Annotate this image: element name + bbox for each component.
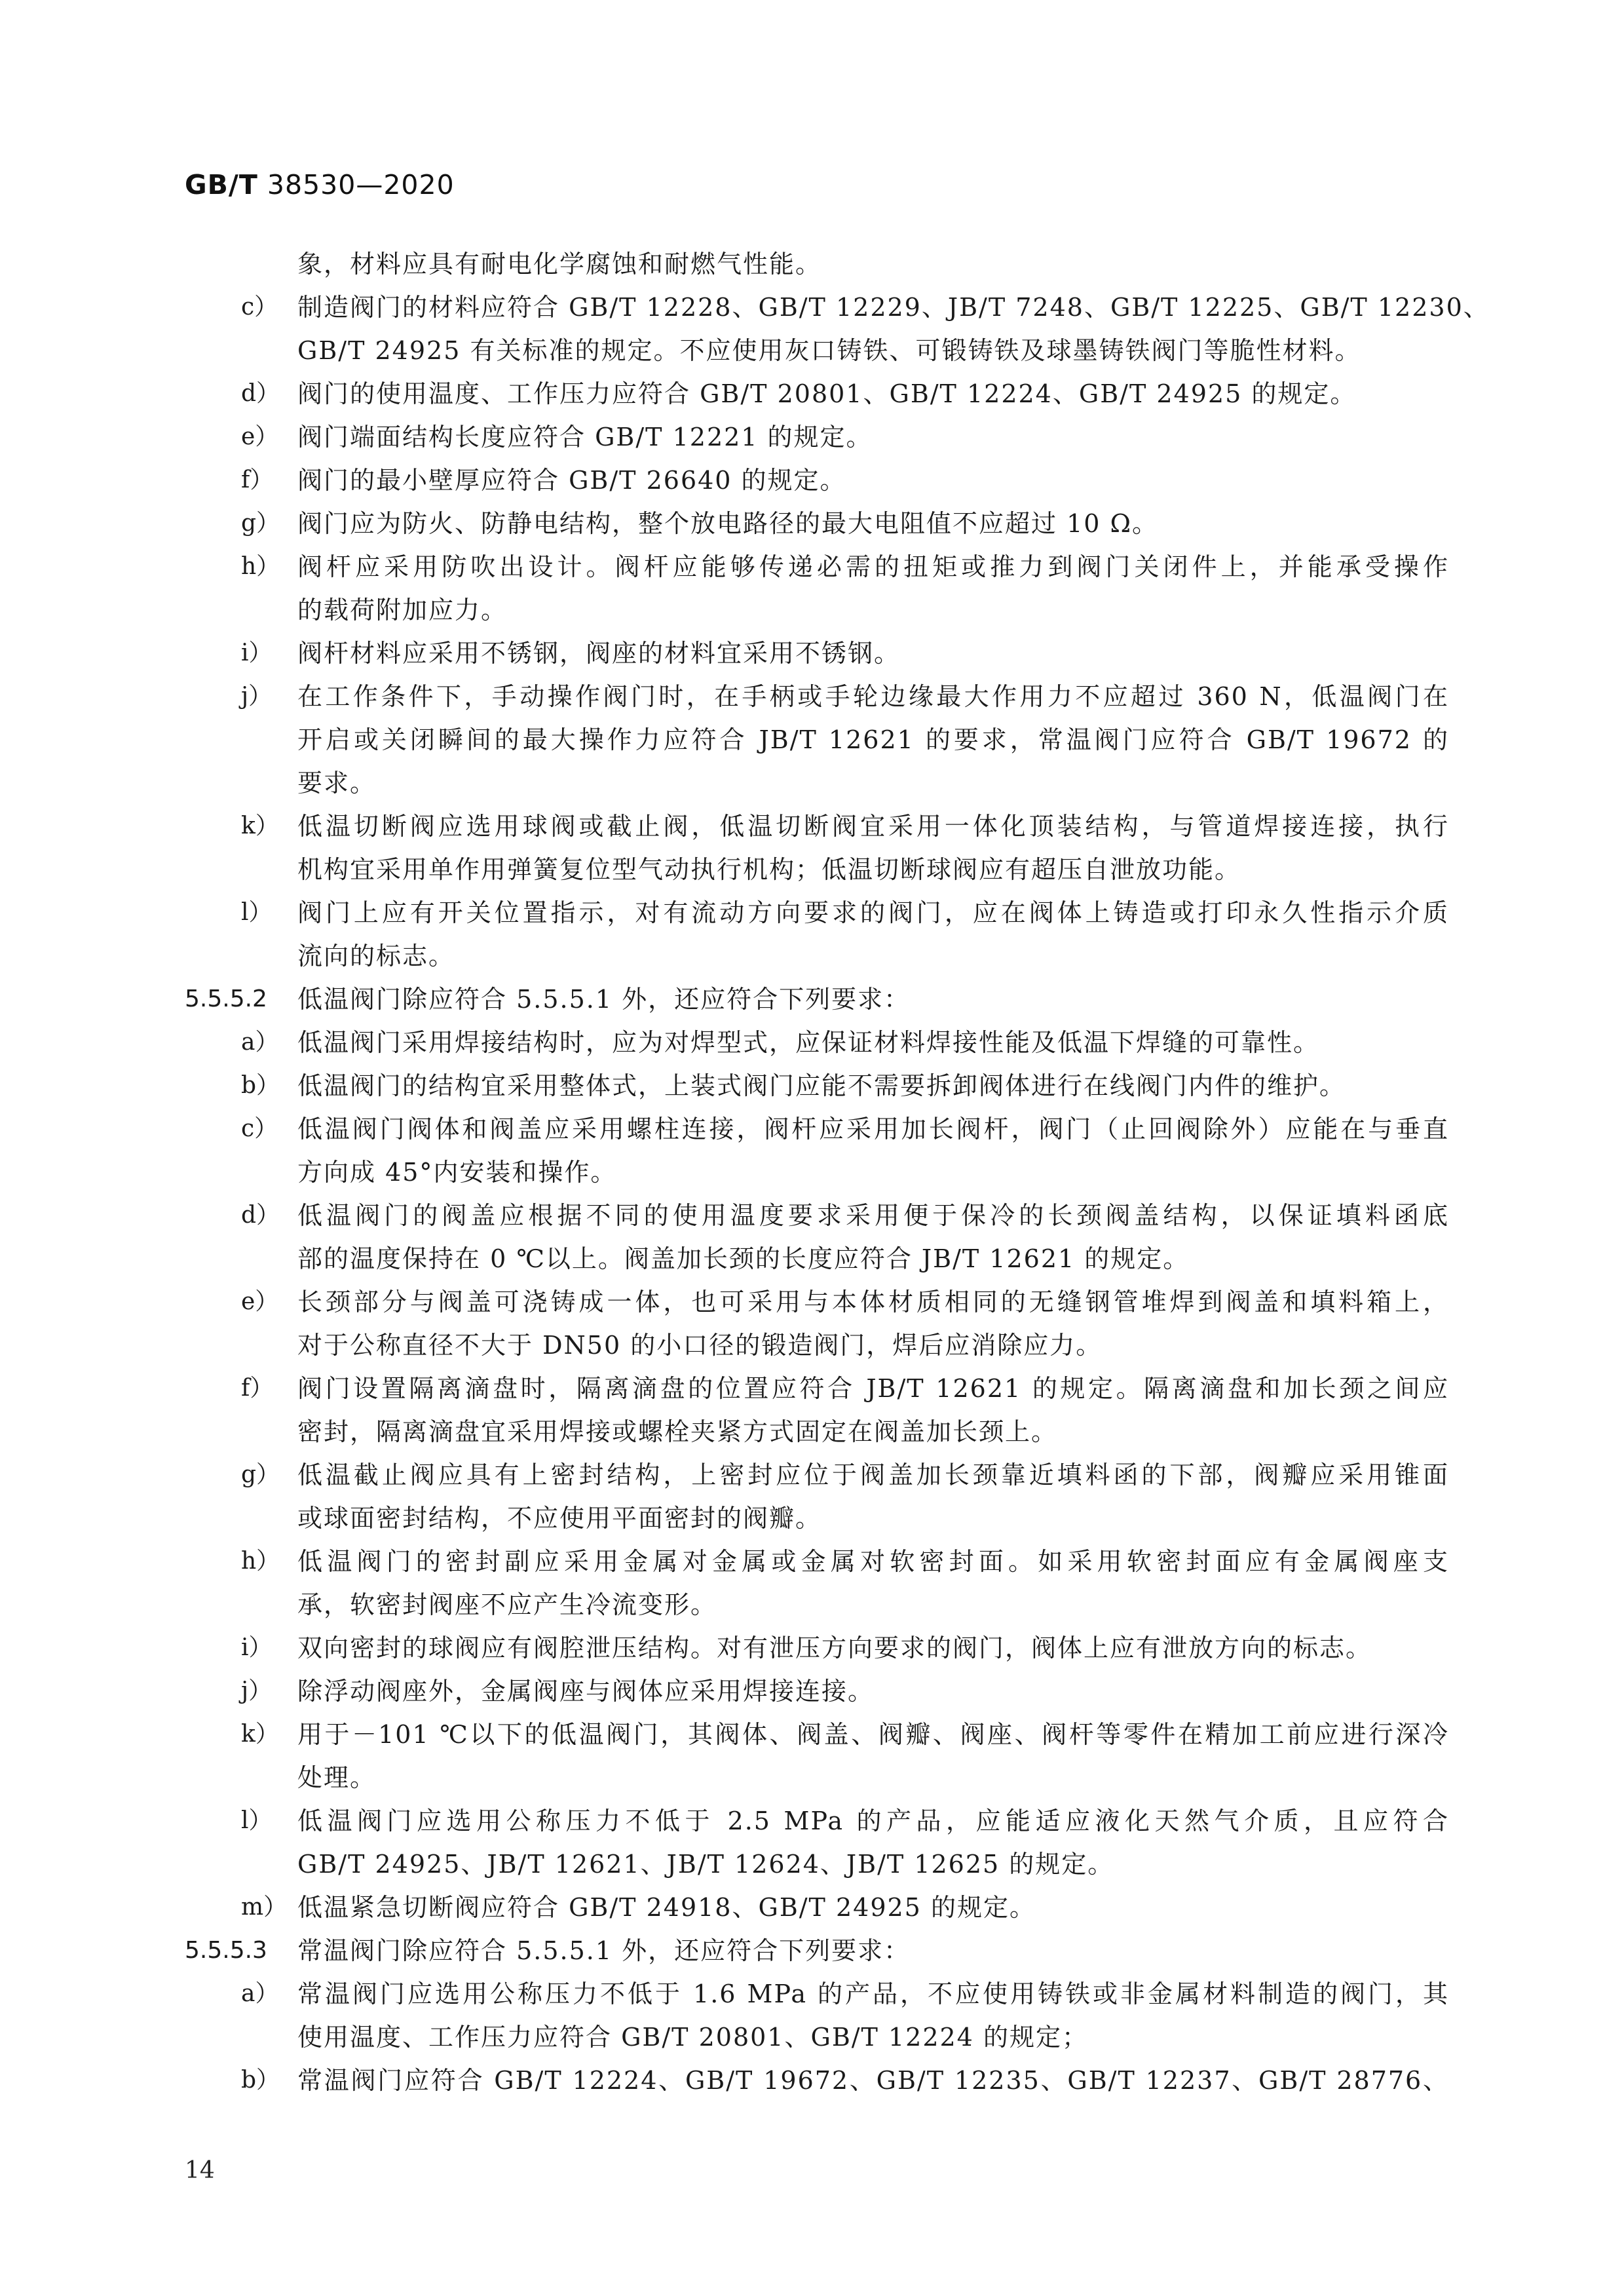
continuation-line: [185, 2016, 1449, 2059]
list-item: [185, 1972, 1449, 2016]
line-text: 低温截止阀应具有上密封结构，上密封应位于阀盖加长颈靠近填料函的下部，阀瓣应采用锥面: [297, 1461, 1449, 1489]
list-marker: f）: [241, 467, 274, 493]
continuation-line: [185, 242, 1449, 286]
continuation-line: [185, 1237, 1449, 1280]
line-text: 部的温度保持在 0 ℃以上。阀盖加长颈的长度应符合 JB/T 12621 的规定。: [297, 1244, 1190, 1273]
continuation-line: [185, 761, 1449, 805]
line-text: 或球面密封结构，不应使用平面密封的阀瓣。: [297, 1504, 822, 1533]
list-marker: d）: [241, 1202, 280, 1229]
line-text: 在工作条件下，手动操作阀门时，在手柄或手轮边缘最大作用力不应超过 360 N，低温阀门在: [297, 682, 1449, 711]
list-marker: j）: [241, 683, 273, 710]
line-text: 低温阀门采用焊接结构时，应为对焊型式，应保证材料焊接性能及低温下焊缝的可靠性。: [297, 1028, 1320, 1057]
list-marker: d）: [241, 380, 280, 407]
list-marker: e）: [241, 423, 279, 450]
line-text: 双向密封的球阀应有阀腔泄压结构。对有泄压方向要求的阀门，阀体上应有泄放方向的标志。: [297, 1634, 1372, 1662]
list-marker: m）: [241, 1894, 288, 1921]
line-text: GB/T 24925 有关标准的规定。不应使用灰口铸铁、可锻铸铁及球墨铸铁阀门等脆性材料。: [297, 336, 1361, 365]
line-text: 处理。: [297, 1763, 377, 1792]
list-item: [185, 1713, 1449, 1756]
continuation-line: [185, 1324, 1449, 1367]
line-text: 低温阀门阀体和阀盖应采用螺柱连接，阀杆应采用加长阀杆，阀门（止回阀除外）应能在与垂直: [297, 1115, 1449, 1143]
line-text: 使用温度、工作压力应符合 GB/T 20801、GB/T 12224 的规定；: [297, 2023, 1088, 2052]
line-text: 常温阀门应选用公称压力不低于 1.6 MPa 的产品，不应使用铸铁或非金属材料制造的阀门，其: [297, 1980, 1449, 2008]
list-item: [185, 805, 1449, 848]
line-text: 阀门设置隔离滴盘时，隔离滴盘的位置应符合 JB/T 12621 的规定。隔离滴盘和加长颈之间应: [297, 1374, 1449, 1403]
list-marker: c）: [241, 1115, 278, 1142]
list-item: [185, 286, 1490, 329]
list-marker: g）: [241, 510, 280, 537]
section-number: 5.5.5.3: [185, 1937, 267, 1964]
continuation-line: [185, 1410, 1449, 1453]
section-number: 5.5.5.2: [185, 985, 267, 1012]
line-text: 的载荷附加应力。: [297, 596, 508, 624]
list-item: [185, 1453, 1449, 1497]
line-text: 低温阀门的密封副应采用金属对金属或金属对软密封面。如采用软密封面应有金属阀座支: [297, 1547, 1449, 1576]
list-marker: k）: [241, 813, 279, 839]
continuation-line: [185, 718, 1449, 761]
line-text: 制造阀门的材料应符合 GB/T 12228、GB/T 12229、JB/T 7248、GB/T 12225、GB/T 12230、: [297, 293, 1490, 322]
list-item: [185, 1670, 1449, 1713]
list-marker: a）: [241, 1029, 279, 1056]
line-text: 机构宜采用单作用弹簧复位型气动执行机构；低温切断球阀应有超压自泄放功能。: [297, 855, 1241, 884]
continuation-line: [185, 1497, 1449, 1540]
list-marker: i）: [241, 640, 273, 666]
section-heading: [185, 1929, 1449, 1972]
continuation-line: [185, 588, 1449, 632]
line-text: 阀杆应采用防吹出设计。阀杆应能够传递必需的扭矩或推力到阀门关闭件上，并能承受操作: [297, 552, 1449, 581]
line-text: 低温阀门除应符合 5.5.5.1 外，还应符合下列要求：: [297, 985, 911, 1014]
list-marker: l）: [241, 1807, 273, 1834]
list-item: [185, 372, 1449, 415]
line-text: 低温紧急切断阀应符合 GB/T 24918、GB/T 24925 的规定。: [297, 1893, 1036, 1922]
list-item: [185, 632, 1449, 675]
continuation-line: [185, 934, 1449, 978]
line-text: 低温阀门应选用公称压力不低于 2.5 MPa 的产品，应能适应液化天然气介质，且应符合: [297, 1807, 1449, 1835]
section-heading: [185, 978, 1449, 1021]
list-item: [185, 545, 1449, 588]
line-text: 阀门上应有开关位置指示，对有流动方向要求的阀门，应在阀体上铸造或打印永久性指示介质: [297, 898, 1449, 927]
line-text: 阀门的最小壁厚应符合 GB/T 26640 的规定。: [297, 466, 846, 495]
list-item: [185, 2059, 1449, 2102]
line-text: 方向成 45°内安装和操作。: [297, 1158, 617, 1187]
line-text: 用于－101 ℃以下的低温阀门，其阀体、阀盖、阀瓣、阀座、阀杆等零件在精加工前应进行深冷: [297, 1720, 1449, 1749]
line-text: 阀门的使用温度、工作压力应符合 GB/T 20801、GB/T 12224、GB/T 24925 的规定。: [297, 379, 1357, 408]
list-item: [185, 1799, 1449, 1843]
list-marker: i）: [241, 1634, 273, 1661]
list-item: [185, 1021, 1449, 1064]
list-item: [185, 1194, 1449, 1237]
list-item: [185, 1626, 1449, 1670]
line-text: 长颈部分与阀盖可浇铸成一体，也可采用与本体材质相同的无缝钢管堆焊到阀盖和填料箱上，: [297, 1288, 1449, 1316]
line-text: 低温阀门的阀盖应根据不同的使用温度要求采用便于保冷的长颈阀盖结构，以保证填料函底: [297, 1201, 1449, 1230]
list-marker: g）: [241, 1461, 280, 1488]
list-marker: c）: [241, 294, 278, 320]
list-item: [185, 1367, 1449, 1410]
line-text: 开启或关闭瞬间的最大操作力应符合 JB/T 12621 的要求，常温阀门应符合 GB/T 19672 的: [297, 725, 1449, 754]
list-item: [185, 1280, 1449, 1324]
line-text: 低温阀门的结构宜采用整体式，上装式阀门应能不需要拆卸阀体进行在线阀门内件的维护。: [297, 1071, 1346, 1100]
list-marker: h）: [241, 1548, 280, 1575]
standard-number: 38530—2020: [267, 169, 455, 201]
list-item: [185, 1107, 1449, 1151]
line-text: 低温切断阀应选用球阀或截止阀，低温切断阀宜采用一体化顶装结构，与管道焊接连接，执行: [297, 812, 1449, 841]
list-marker: j）: [241, 1677, 273, 1704]
line-text: 常温阀门除应符合 5.5.5.1 外，还应符合下列要求：: [297, 1936, 911, 1965]
line-text: 阀门应为防火、防静电结构，整个放电路径的最大电阻值不应超过 10 Ω。: [297, 509, 1159, 538]
list-item: [185, 891, 1449, 934]
list-item: [185, 1886, 1449, 1929]
line-text: 对于公称直径不大于 DN50 的小口径的锻造阀门，焊后应消除应力。: [297, 1331, 1103, 1360]
line-text: 流向的标志。: [297, 942, 455, 970]
document-body: [185, 242, 1490, 2102]
line-text: 要求。: [297, 769, 377, 797]
line-text: 阀杆材料应采用不锈钢，阀座的材料宜采用不锈钢。: [297, 639, 901, 668]
line-text: 象，材料应具有耐电化学腐蚀和耐燃气性能。: [297, 250, 822, 278]
list-marker: a）: [241, 1980, 279, 2007]
list-item: [185, 675, 1449, 718]
list-item: [185, 502, 1449, 545]
line-text: 密封，隔离滴盘宜采用焊接或螺栓夹紧方式固定在阀盖加长颈上。: [297, 1417, 1058, 1446]
list-marker: h）: [241, 553, 280, 580]
continuation-line: [185, 1756, 1449, 1799]
standard-header: [185, 169, 455, 201]
list-marker: b）: [241, 1072, 280, 1099]
continuation-line: [185, 329, 1449, 372]
line-text: 承，软密封阀座不应产生冷流变形。: [297, 1590, 717, 1619]
list-item: [185, 1064, 1449, 1107]
list-item: [185, 415, 1449, 459]
continuation-line: [185, 1843, 1449, 1886]
list-marker: l）: [241, 899, 273, 926]
list-marker: k）: [241, 1721, 279, 1748]
continuation-line: [185, 848, 1449, 891]
line-text: 常温阀门应符合 GB/T 12224、GB/T 19672、GB/T 12235、GB/T 12237、GB/T 28776、: [297, 2066, 1449, 2095]
list-item: [185, 1540, 1449, 1583]
line-text: 阀门端面结构长度应符合 GB/T 12221 的规定。: [297, 423, 873, 451]
line-text: 除浮动阀座外，金属阀座与阀体应采用焊接连接。: [297, 1677, 875, 1706]
continuation-line: [185, 1583, 1449, 1626]
line-text: GB/T 24925、JB/T 12621、JB/T 12624、JB/T 12625 的规定。: [297, 1850, 1114, 1879]
standard-prefix: GB/T: [185, 169, 258, 201]
list-marker: f）: [241, 1375, 274, 1402]
list-item: [185, 459, 1449, 502]
list-marker: e）: [241, 1288, 279, 1315]
continuation-line: [185, 1151, 1449, 1194]
page-number: 14: [185, 2157, 215, 2184]
list-marker: b）: [241, 2067, 280, 2094]
